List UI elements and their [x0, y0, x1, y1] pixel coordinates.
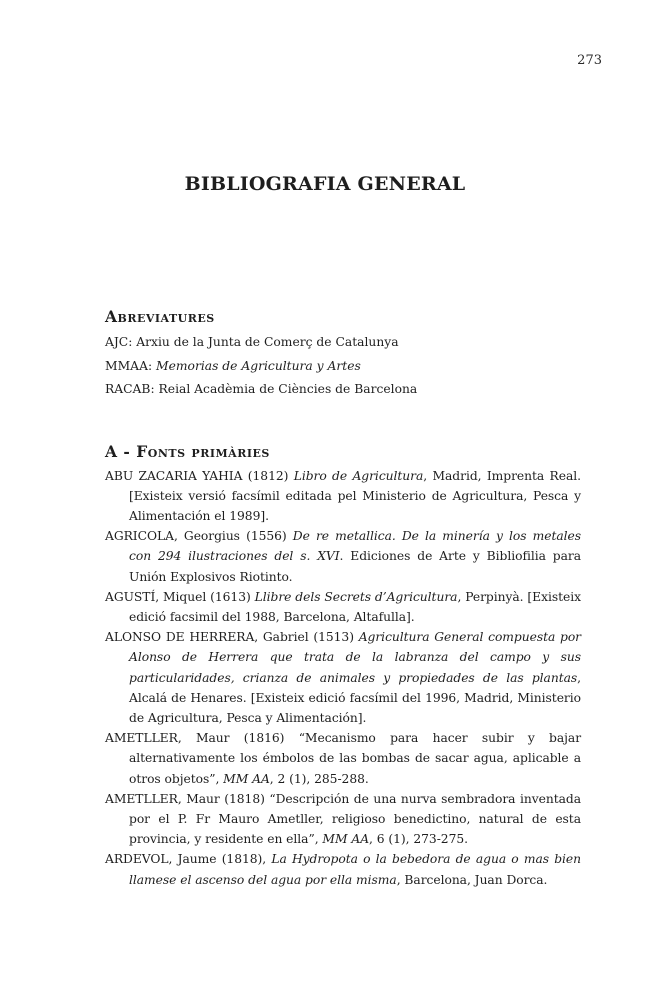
entry-year: (1816)	[243, 731, 285, 746]
primary-sources-heading: A - Fonts primàries	[105, 441, 270, 461]
abbreviation-item	[105, 331, 581, 355]
entry-author: AGRICOLA, Georgius	[105, 529, 240, 544]
abbreviation-text: Memorias de Agricultura y Artes	[156, 358, 361, 373]
abbreviation-key: AJC:	[105, 335, 133, 349]
entry-title: De re metallica. De la minería y los metales con 294 ilustraciones del s. XVI	[129, 529, 581, 564]
entry-year: (1556)	[246, 529, 287, 544]
entry-publication: , Madrid, Imprenta Real. [Existeix versió facsímil editada pel Ministerio de Agricultura, Pesca y Alimentación el 1989].	[129, 468, 581, 523]
entry-year: (1818),	[221, 852, 267, 867]
entry-journal: MM AA	[322, 832, 370, 847]
entry-publication: , Barcelona, Juan Dorca.	[396, 872, 548, 887]
page-number: 273	[577, 53, 602, 68]
entry-year: (1513)	[313, 630, 354, 645]
entry-author: AMETLLER, Maur	[105, 791, 220, 806]
entry-author: AMETLLER, Maur	[105, 731, 230, 746]
bibliography-entry	[105, 627, 581, 728]
entry-author: ABU ZACARIA YAHIA	[105, 468, 243, 483]
entry-journal: MM AA	[223, 771, 270, 786]
entry-author: ARDEVOL, Jaume	[105, 852, 217, 867]
entry-article-title: “Descripción de una nurva sembradora inventada por el P. Fr Mauro Ametller, religioso benedictino, natural de esta provincia, y residente en ella”,	[129, 791, 582, 847]
bibliography-entry	[105, 587, 581, 627]
entry-author: AGUSTÍ, Miquel	[105, 589, 207, 604]
entry-year: (1613)	[210, 589, 251, 604]
primary-sources-section	[105, 440, 581, 890]
entry-publication: . Ediciones de Arte y Bibliofilia para Unión Explosivos Riotinto.	[129, 549, 581, 584]
abbreviation-key: MMAA:	[105, 358, 153, 373]
entry-year: (1818)	[224, 791, 265, 806]
bibliography-entry	[105, 526, 581, 587]
bibliography-entry	[105, 849, 581, 889]
entry-title: La Hydropota o la bebedora de agua o mas bien llamese el ascenso del agua por ella misma	[129, 852, 582, 887]
bibliography-entry	[105, 466, 581, 527]
abbreviation-item	[105, 378, 581, 402]
abbreviation-text: Reial Acadèmia de Ciències de Barcelona	[158, 382, 418, 396]
entry-title: Libro de Agricultura	[293, 468, 424, 483]
entry-publication: , Perpinyà. [Existeix edició facsimil del 1988, Barcelona, Altafulla].	[129, 589, 582, 624]
abbreviation-key: RACAB:	[105, 382, 155, 396]
entry-publication: , 6 (1), 273-275.	[369, 832, 468, 847]
bibliography-content	[105, 305, 581, 890]
bibliography-entry	[105, 789, 581, 850]
abbreviations-list	[105, 331, 581, 402]
entry-publication: , Alcalá de Henares. [Existeix edició facsímil del 1996, Madrid, Ministerio de Agricultura, Pesca y Alimentación].	[129, 670, 581, 725]
entry-year: (1812)	[247, 468, 289, 483]
entry-publication: , 2 (1), 285-288.	[269, 771, 369, 786]
entry-author: ALONSO DE HERRERA, Gabriel	[105, 630, 309, 645]
abbreviations-section	[105, 305, 581, 402]
page-title: BIBLIOGRAFIA GENERAL	[184, 173, 466, 195]
entry-article-title: “Mecanismo para hacer subir y bajar alternativamente los émbolos de las bombas de sacar agua, aplicable a otros objetos”,	[129, 731, 582, 786]
entry-title: Llibre dels Secrets d’Agricultura	[254, 589, 458, 604]
abbreviation-text: Arxiu de la Junta de Comerç de Catalunya	[136, 335, 399, 349]
entry-title: Agricultura General compuesta por Alonso de Herrera que trata de la labranza del campo y sus particularidades, crianza de animales y propiedades de las plantas	[129, 630, 582, 685]
abbreviation-item	[105, 355, 581, 379]
abbreviations-heading: Abreviatures	[105, 307, 215, 326]
bibliography-entry	[105, 728, 581, 789]
